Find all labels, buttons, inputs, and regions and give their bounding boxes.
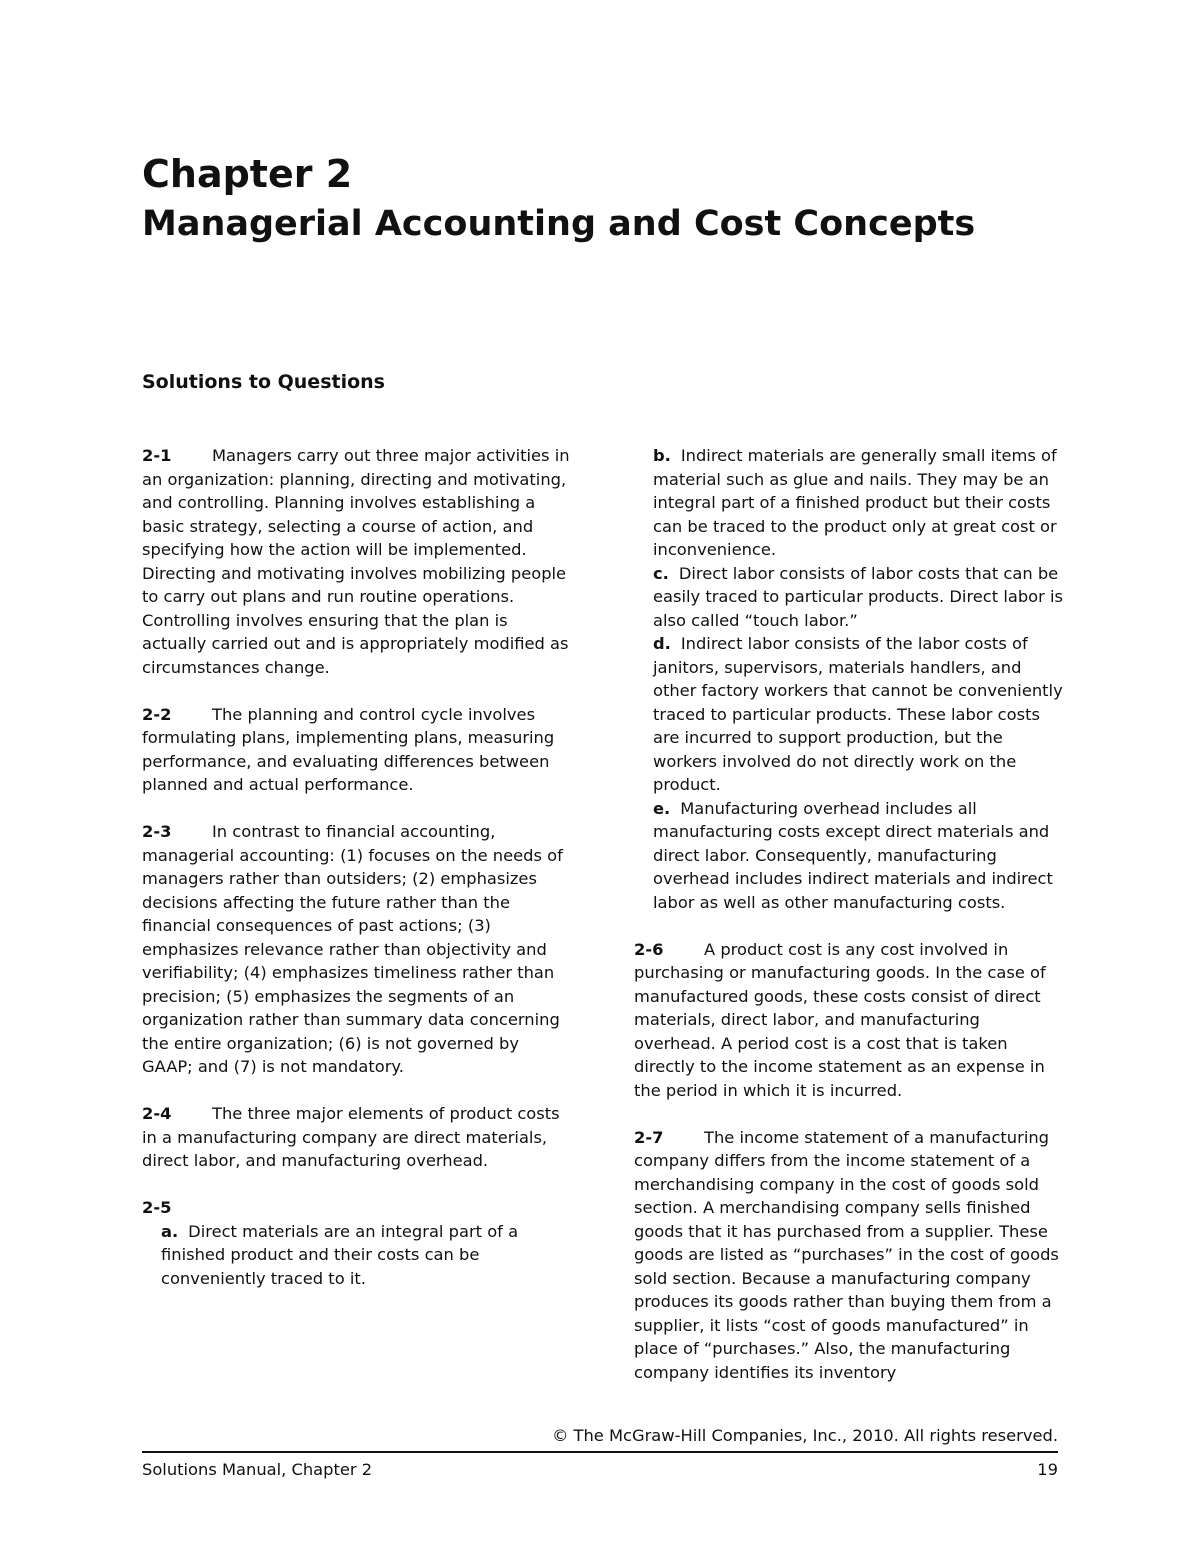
sub-letter: c.	[653, 563, 669, 583]
question-number: 2-7	[634, 1127, 664, 1147]
question-2-6	[634, 938, 1064, 1103]
chapter-subtitle: Managerial Accounting and Cost Concepts	[142, 204, 976, 244]
answer-text: A product cost is any cost involved in purchasing or manufacturing goods. In the case of manufactured goods, these costs consist of direct materials, direct labor, and manufacturing overhead. A period cost is a cost that is taken directly to the income statement as an expense in the period in which it is incurred.	[634, 939, 1046, 1100]
question-2-5	[142, 1196, 572, 1290]
footer-divider	[142, 1451, 1058, 1453]
question-2-7	[634, 1126, 1064, 1385]
page-number: 19	[1037, 1460, 1058, 1479]
sub-text: Indirect labor consists of the labor costs of janitors, supervisors, materials handlers, and other factory workers that cannot be conveniently traced to particular products. These labor costs are incurred to support production, but the workers involved do not directly work on the product.	[653, 634, 1063, 794]
question-2-5-continued	[634, 444, 1064, 914]
question-number: 2-2	[142, 704, 172, 724]
answer-text: The planning and control cycle involves formulating plans, implementing plans, measuring performance, and evaluating differences between planned and actual performance.	[142, 704, 555, 794]
question-2-1	[142, 444, 572, 679]
sub-text: Indirect materials are generally small items of material such as glue and nails. They may be an integral part of a finished product but their costs can be traced to the product only at great cost or inconvenience.	[653, 446, 1057, 559]
sub-letter: e.	[653, 798, 671, 818]
chapter-title: Chapter 2	[142, 152, 353, 196]
sub-text: Direct labor consists of labor costs that can be easily traced to particular products. Direct labor is also called “touch labor.”	[653, 563, 1063, 630]
section-heading: Solutions to Questions	[142, 371, 385, 393]
footer-title: Solutions Manual, Chapter 2	[142, 1460, 373, 1479]
question-number: 2-3	[142, 822, 172, 841]
sub-letter: a.	[161, 1221, 179, 1241]
sub-answer-a	[142, 1220, 572, 1291]
sub-answer-b	[634, 444, 1064, 562]
copyright-notice: © The McGraw-Hill Companies, Inc., 2010. All rights reserved.	[552, 1426, 1058, 1445]
sub-text: Direct materials are an integral part of a finished product and their costs can be conveniently traced to it.	[161, 1221, 519, 1288]
answer-text: In contrast to financial accounting, managerial accounting: (1) focuses on the needs of managers rather than outsiders; (2) emphasizes decisions affecting the future rather than the financial consequences of past actions; (3) emphasizes relevance rather than objectivity and verifiability; (4) emphasizes timeliness rather than precision; (5) emphasizes the segments of an organization rather than summary data concerning the entire organization; (6) is not governed by GAAP; and (7) is not mandatory.	[142, 822, 563, 1076]
question-number: 2-4	[142, 1104, 172, 1123]
sub-answer-d	[634, 632, 1064, 797]
question-2-2	[142, 703, 572, 797]
answer-text: Managers carry out three major activities in an organization: planning, directing and motivating, and controlling. Planning involves establishing a basic strategy, selecting a course of action, and specifying how the action will be implemented. Directing and motivating involves mobilizing people to carry out plans and run routine operations. Controlling involves ensuring that the plan is actually carried out and is appropriately modified as circumstances change.	[142, 446, 570, 677]
sub-answer-e	[634, 797, 1064, 915]
question-number: 2-1	[142, 446, 172, 465]
question-2-4	[142, 1102, 572, 1173]
sub-answer-c	[634, 562, 1064, 633]
sub-letter: d.	[653, 634, 671, 653]
question-2-3	[142, 820, 572, 1079]
answer-text: The income statement of a manufacturing company differs from the income statement of a merchandising company in the cost of goods sold section. A merchandising company sells finished goods that it has purchased from a supplier. These goods are listed as “purchases” in the cost of goods sold section. Because a manufacturing company produces its goods rather than buying them from a supplier, it lists “cost of goods manufactured” in place of “purchases.” Also, the manufacturing company identifies its inventory	[634, 1127, 1059, 1382]
right-column	[634, 444, 1064, 1384]
left-column	[142, 444, 572, 1290]
sub-letter: b.	[653, 446, 671, 465]
sub-text: Manufacturing overhead includes all manufacturing costs except direct materials and direct labor. Consequently, manufacturing overhead includes indirect materials and indirect labor as well as other manufacturing costs.	[653, 798, 1053, 912]
question-number: 2-5	[142, 1198, 172, 1217]
answer-text: The three major elements of product costs in a manufacturing company are direct materials, direct labor, and manufacturing overhead.	[142, 1104, 560, 1170]
question-number: 2-6	[634, 939, 664, 959]
